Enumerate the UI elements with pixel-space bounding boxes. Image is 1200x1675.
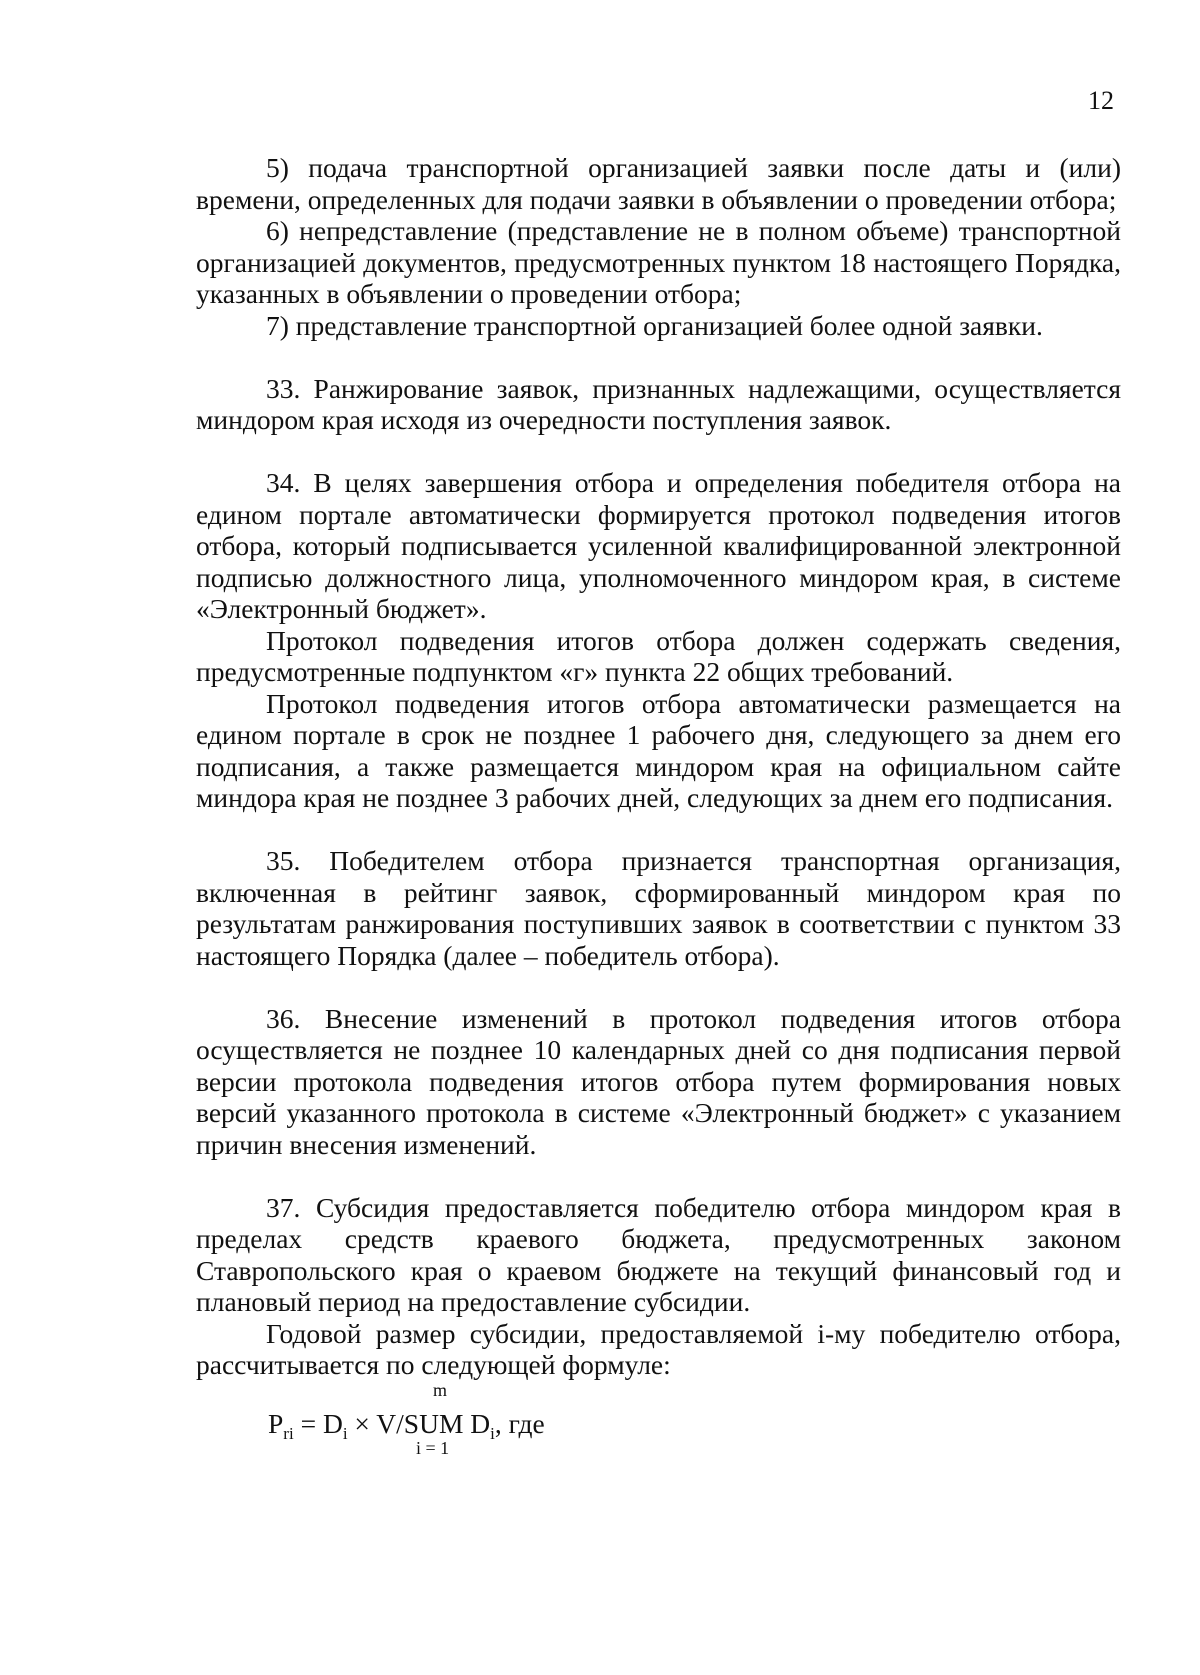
paragraph: Протокол подведения итогов отбора должен содержать сведения, предусмотренные подпунктом «г» пункта 22 общих требований. bbox=[196, 624, 1121, 687]
formula-eq: = D bbox=[293, 1408, 343, 1439]
paragraph: 37. Субсидия предоставляется победителю отбора миндором края в пределах средств краевого бюджета, предусмотренных законом Ставропольского края о краевом бюджете на текущий финансовый год и плановый период на предоставление субсидии. bbox=[196, 1191, 1121, 1317]
formula-tail: , где bbox=[494, 1408, 545, 1439]
paragraph: Протокол подведения итогов отбора автоматически размещается на едином портале в срок не позднее 1 рабочего дня, следующего за днем его подписания, а также размещается миндором края на официальном сайте миндора края не позднее 3 рабочих дней, следующих за днем его подписания. bbox=[196, 687, 1121, 813]
formula-d2-subscript: i bbox=[490, 1424, 495, 1443]
paragraph: Годовой размер субсидии, предоставляемой i-му победителю отбора, рассчитывается по следующей формуле: bbox=[196, 1317, 1121, 1380]
formula-lower-limit: i = 1 bbox=[416, 1438, 450, 1458]
formula-d1-subscript: i bbox=[342, 1424, 348, 1443]
formula-upper-limit: m bbox=[433, 1380, 448, 1400]
paragraph: 36. Внесение изменений в протокол подведения итогов отбора осуществляется не позднее 10 календарных дней со дня подписания первой версии протокола подведения итогов отбора путем формирования новых версий указанного протокола в системе «Электронный бюджет» с указанием причин внесения изменений. bbox=[196, 1002, 1121, 1160]
paragraph: 5) подача транспортной организацией заявки после даты и (или) времени, определенных для подачи заявки в объявлении о проведении отбора; bbox=[196, 152, 1121, 215]
subsidy-formula bbox=[268, 1408, 545, 1444]
paragraph: 6) непредставление (представление не в полном объеме) транспортной организацией документов, предусмотренных пунктом 18 настоящего Порядка, указанных в объявлении о проведении отбора; bbox=[196, 215, 1121, 309]
paragraph: 33. Ранжирование заявок, признанных надлежащими, осуществляется миндором края исходя из очередности поступления заявок. bbox=[196, 372, 1121, 435]
formula-p: P bbox=[268, 1408, 284, 1439]
paragraph: 34. В целях завершения отбора и определения победителя отбора на едином портале автоматически формируется протокол подведения итогов отбора, который подписывается усиленной квалифицированной электронной подписью должностного лица, уполномоченного миндором края, в системе «Электронный бюджет». bbox=[196, 467, 1121, 624]
page-number: 12 bbox=[1088, 86, 1114, 115]
paragraph: 7) представление транспортной организацией более одной заявки. bbox=[266, 309, 1043, 341]
formula-p-subscript: ri bbox=[283, 1424, 294, 1443]
paragraph: 35. Победителем отбора признается транспортная организация, включенная в рейтинг заявок, сформированный миндором края по результатам ранжирования поступивших заявок в соответствии с пунктом 33 настоящего Порядка (далее – победитель отбора). bbox=[196, 845, 1121, 971]
body-text bbox=[196, 152, 1121, 1381]
formula-mid: × V/SUM D bbox=[347, 1408, 491, 1439]
